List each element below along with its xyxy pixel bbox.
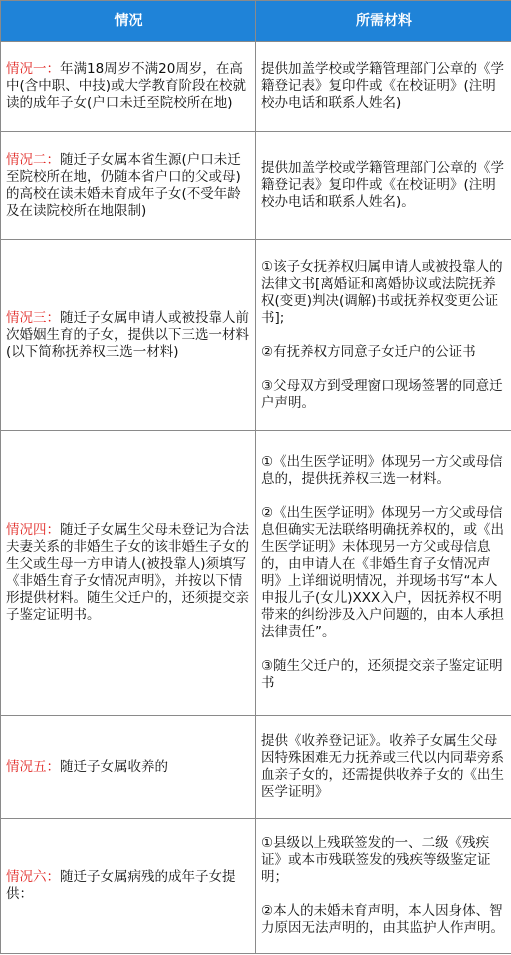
situation-cell: [1, 819, 256, 954]
case-description: 随迁子女属生父母未登记为合法夫妻关系的非婚生子女的该非婚生子女的生父或生母一方申请人(被投靠人)须填写《非婚生育子女情况声明》，并按以下情形提供材料。随生父迁户的，还须提交亲子鉴定证明书。: [6, 522, 249, 623]
table-row: [1, 819, 511, 954]
case-description: 随迁子女属申请人或被投靠人前次婚姻生育的子女，提供以下三选一材料(以下简称抚养权三选一材料): [6, 309, 249, 360]
table-row: [1, 42, 511, 132]
material-item: 提供《收养登记证》。收养子女属生父母因特殊困难无力抚养或三代以内同辈旁系血亲子女的，还需提供收养子女的《出生医学证明》: [261, 733, 504, 800]
case-label: 情况五：: [6, 758, 60, 775]
case-description: 随迁子女属收养的: [60, 758, 168, 775]
header-materials: 所需材料: [256, 1, 511, 42]
case-description: 年满18周岁不满20周岁，在高中(含中职、中技)或大学教育阶段在校就读的成年子女(户口未迁至院校所在地): [6, 61, 247, 111]
material-item: ①县级以上残联签发的一、二级《残疾证》或本市残联签发的残疾等级鉴定证明；: [261, 835, 491, 885]
material-item: ①《出生医学证明》体现另一方父或母信息的，提供抚养权三选一材料。: [261, 454, 503, 487]
situation-cell: [1, 132, 256, 240]
case-label: 情况一：: [6, 61, 60, 77]
material-item: 提供加盖学校或学籍管理部门公章的《学籍登记表》复印件或《在校证明》(注明校办电话和联系人姓名): [261, 61, 504, 111]
case-label: 情况三：: [6, 309, 60, 326]
materials-cell: [256, 819, 511, 954]
situation-cell: [1, 240, 256, 431]
table-row: [1, 240, 511, 431]
table-row: [1, 132, 511, 240]
situation-cell: [1, 431, 256, 716]
case-label: 情况四：: [6, 522, 60, 538]
table-row: [1, 431, 511, 716]
header-situation: 情况: [1, 1, 256, 42]
material-item: ③随生父迁户的，还须提交亲子鉴定证明书: [261, 658, 503, 691]
table-row: [1, 716, 511, 819]
table-header-row: [1, 1, 511, 42]
materials-cell: [256, 240, 511, 431]
material-item: ①该子女抚养权归属申请人或被投靠人的法律文书[离婚证和离婚协议或法院抚养权(变更)判决(调解)书或抚养权变更公证书];: [261, 258, 503, 326]
material-item: 提供加盖学校或学籍管理部门公章的《学籍登记表》复印件或《在校证明》(注明校办电话和联系人姓名)。: [261, 160, 504, 210]
material-item: ②本人的未婚未育声明，本人因身体、智力原因无法声明的，由其监护人作声明。: [261, 903, 504, 936]
case-description: 随迁子女属本省生源(户口未迁至院校所在地，仍随本省户口的父或母)的高校在读未婚未育成年子女(不受年龄及在读院校所在地限制): [6, 151, 241, 219]
situation-cell: [1, 42, 256, 132]
case-label: 情况二：: [6, 151, 60, 168]
case-description: 随迁子女属病残的成年子女提供：: [6, 869, 236, 902]
case-label: 情况六：: [6, 869, 60, 885]
material-item: ②有抚养权方同意子女迁户的公证书: [261, 343, 476, 360]
materials-cell: [256, 132, 511, 240]
material-item: ③父母双方到受理窗口现场签署的同意迁户声明。: [261, 377, 503, 411]
materials-cell: [256, 431, 511, 716]
situation-cell: [1, 716, 256, 819]
materials-cell: [256, 716, 511, 819]
material-item: ②《出生医学证明》体现另一方父或母信息但确实无法联络明确抚养权的，或《出生医学证明》未体现另一方父或母信息的，由申请人在《非婚生育子女情况声明》上详细说明情况，并现场书写“本人申报儿子(女儿)XXX入户，因抚养权不明带来的纠纷涉及入户问题的，由本人承担法律责任”。: [261, 505, 504, 640]
materials-cell: [256, 42, 511, 132]
